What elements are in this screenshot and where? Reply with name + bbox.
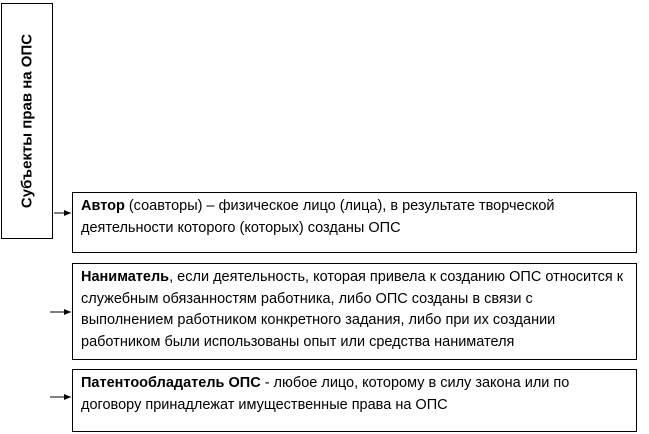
patent-holder-term: Патентообладатель ОПС (81, 375, 261, 391)
author-definition: (соавторы) – физическое лицо (лица), в результате творческой деятельности которого (которых) созданы ОПС (81, 198, 555, 236)
author-box (72, 192, 637, 253)
employer-term: Наниматель (81, 269, 170, 285)
employer-box (72, 263, 637, 360)
patent-holder-definition: - любое лицо, которому в силу закона или по договору принадлежат имущественные права на ОПС (81, 375, 570, 413)
employer-definition: , если деятельность, которая привела к созданию ОПС относится к служебным обязанностям работника, либо ОПС созданы в связи с выполнением работником конкретного задания, либо при их создании работником были использованы опыт или средства нанимателя (81, 269, 624, 350)
author-term: Автор (81, 198, 125, 214)
patent-holder-box (72, 369, 637, 432)
subjects-header-label: Субъекты прав на ОПС (18, 33, 36, 209)
